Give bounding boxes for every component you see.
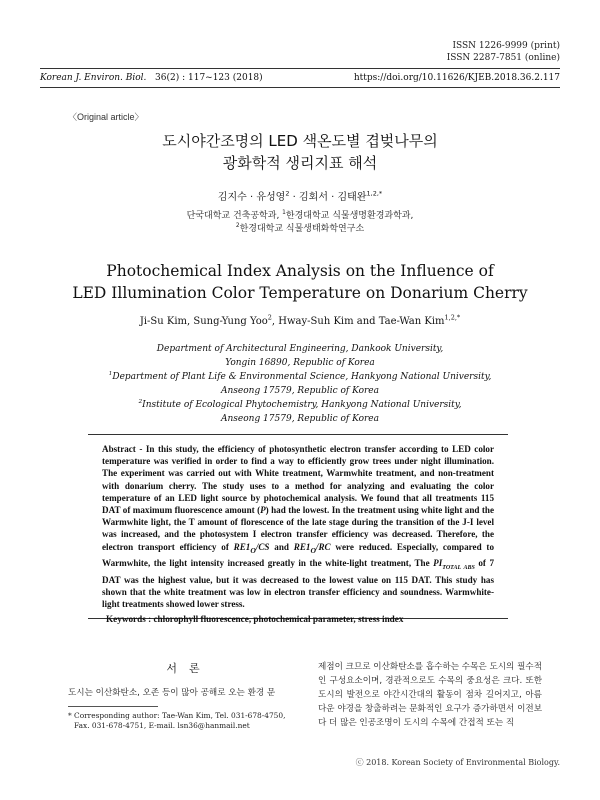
article-type: 〈Original article〉 — [68, 112, 144, 122]
corresponding-author-footnote: * Corresponding author: Tae-Wan Kim, Tel. 031-678-4750, Fax. 031-678-4751, E-mail. lsn36@hanmail.net — [68, 711, 286, 730]
english-title-line2: LED Illumination Color Temperature on Donarium Cherry — [72, 284, 528, 302]
intro-text-left: 도시는 이산화탄소, 오존 등이 많아 공해로 오는 환경 문 — [68, 688, 276, 698]
issn-block — [447, 40, 560, 64]
section-heading-intro: 서론 — [166, 662, 212, 675]
intro-right-column — [318, 660, 542, 730]
abstract-box — [88, 434, 508, 619]
issn-online: ISSN 2287-7851 (online) — [446, 53, 560, 63]
issn-print: ISSN 1226-9999 (print) — [452, 41, 560, 51]
journal-name: Korean J. Environ. Biol. — [40, 73, 147, 83]
english-authors: Ji-Su Kim, Sung-Yung Yoo$^2$, Hway-Suh Kim and Tae-Wan Kim$^{1,2,*}$ — [139, 313, 461, 327]
intro-text-right: 제점이 크므로 이산화탄소를 흡수하는 수목은 도시의 필수적인 구성요소이며, 경관적으로도 수목의 중요성은 크다. 또한 도시의 발전으로 야간시간대의 활동이 점차 길어지고, 아름다운 야경을 창출하려는 문화적인 요구가 증가하면서 이전보다 더 많은 인공조명이 도시의 수목에 간접적 또는 직 — [318, 662, 542, 728]
english-title — [40, 260, 560, 304]
korean-title-line1: 도시야간조명의 LED 색온도별 겹벚나무의 — [162, 132, 438, 150]
journal-citation — [40, 69, 263, 87]
intro-left-column — [68, 660, 298, 700]
korean-title-line2: 광화학적 생리지표 해석 — [222, 154, 378, 172]
journal-header — [40, 68, 560, 88]
english-title-line1: Photochemical Index Analysis on the Influence of — [106, 262, 494, 280]
footnote-divider — [68, 706, 158, 707]
doi-link[interactable]: https://doi.org/10.11626/KJEB.2018.36.2.117 — [353, 73, 560, 83]
journal-volume: 36(2) : 117~123 (2018) — [155, 73, 263, 83]
copyright: ⓒ 2018. Korean Society of Environmental Biology. — [355, 758, 560, 767]
korean-affiliations: 단국대학교 건축공학과, $^1$한경대학교 식물생명환경과학과, $^2$한경대학교 식물생태화학연구소 — [186, 210, 414, 234]
korean-authors: 김지수 · 유성영$^2$ · 김회서 · 김태완$^{1,2,*}$ — [217, 189, 383, 203]
abstract-text: Abstract - In this study, the efficiency of photosynthetic electron transfer according to LED color temperature was verified in order to find a way to efficiently grow trees under night illumination. The experiment was carried out with White treatment, Warmwhite treatment, and non-treatment with donarium cherry. The study uses to a method for analyzing and evaluating the color temperature of an LED light source by photochemical analysis. We found that all treatments 115 DAT of maximum fluorescence amount (P) had the lowest. In the treatment using white light and the Warmwhite light, the T amount of florescence of the late stage during the transition of the J-I level was increased, and the photosystem I electron transfer efficiency was decreased. Therefore, the electron transport efficiency of $RE1_O/CS$ and $RE1_O/RC$ were reduced. Especially, compared to Warmwhite, the light intensity increased greatly in the white-light treatment, The $PI_{TOTAL ABS}$ of 7 DAT was the highest value, but it was decreased to the lowest value on 115 DAT. This study has shown that the white treatment was low in electron transfer efficiency and soundness. Warmwhite-light treatments showed lower stress. — [102, 444, 495, 610]
keywords: Keywords : chlorophyll fluorescence, photochemical parameter, stress index — [106, 614, 404, 624]
korean-title — [40, 130, 560, 174]
english-affiliations: Department of Architectural Engineering, Dankook University, Yongin 16890, Republic of Korea $^1$Department of Plant Life & Environmental Science, Hankyong National University, Anseong 17579, Republic of Korea $^2$Institute of Ecological Phytochemistry, Hankyong National University, Anseong 17579, Republic of Korea — [108, 344, 492, 424]
